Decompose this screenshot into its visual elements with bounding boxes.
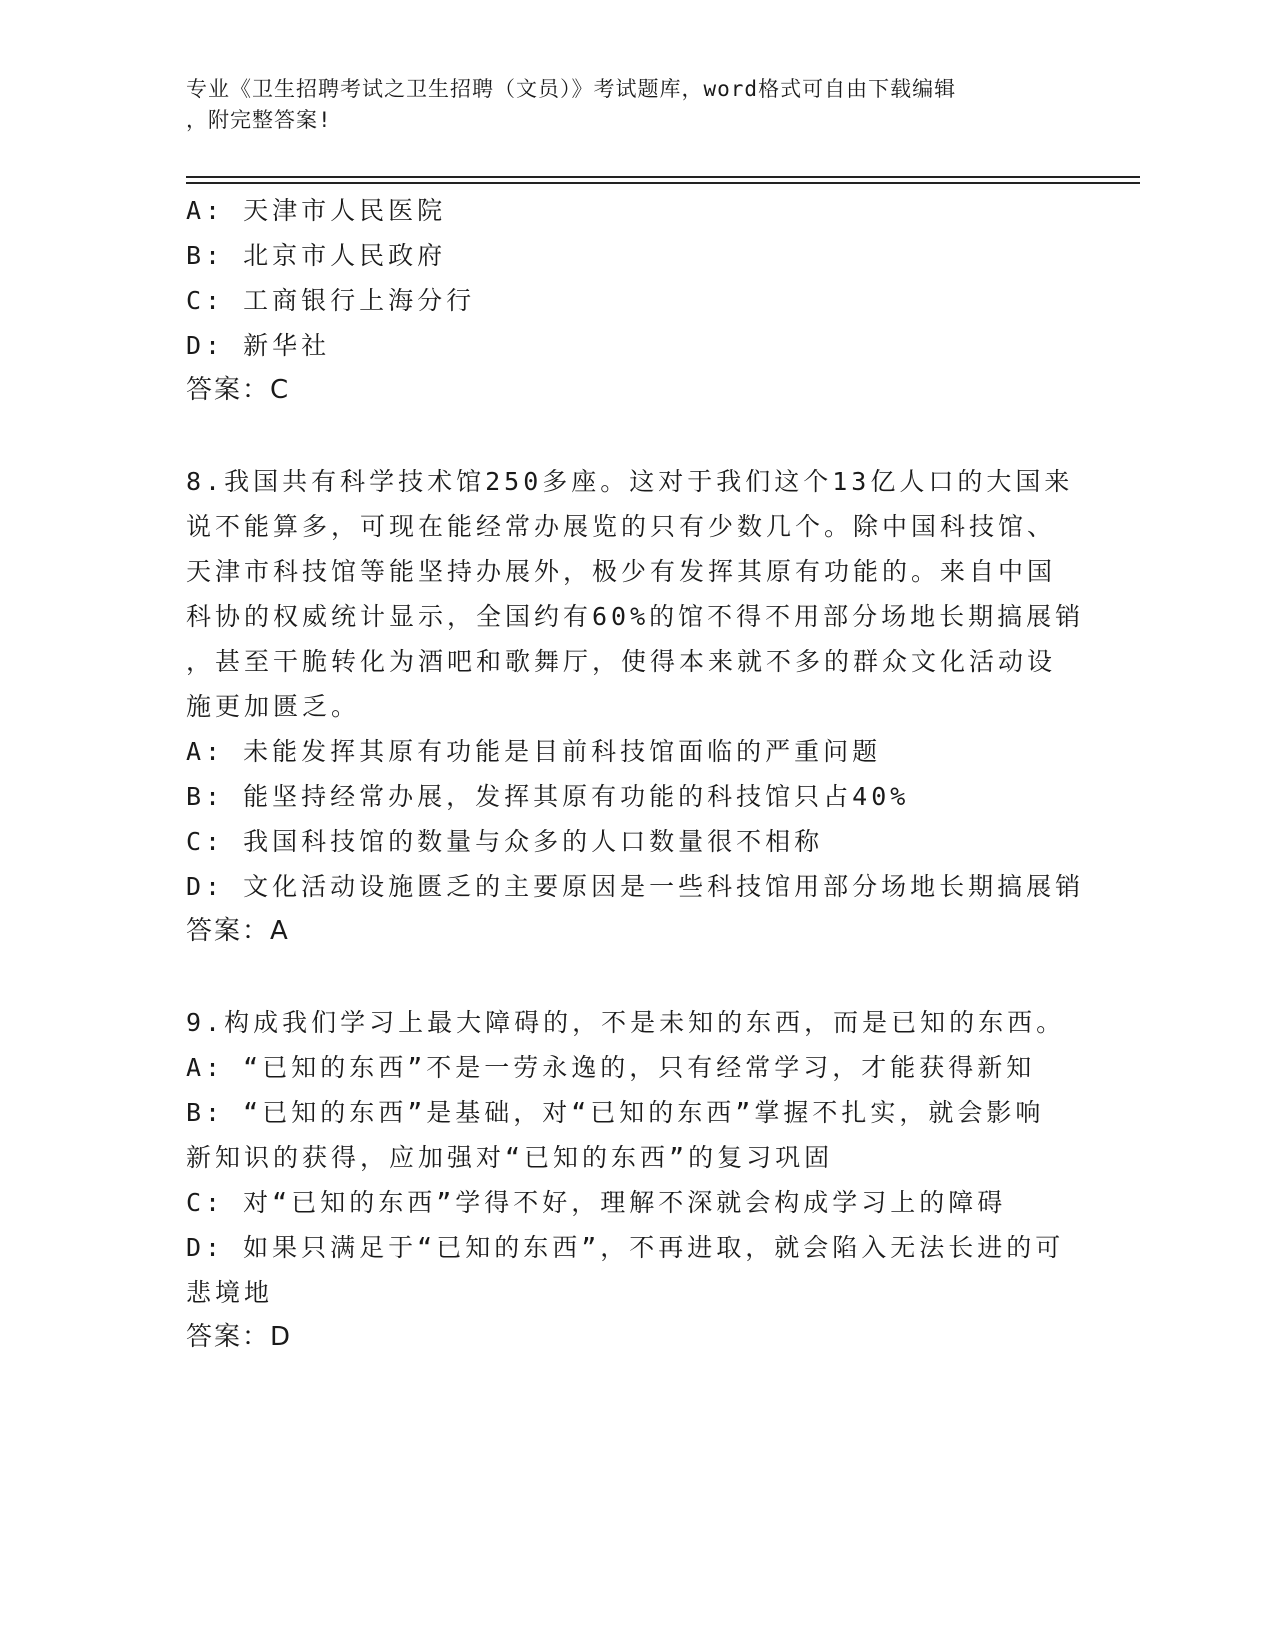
answer: 答案：C	[186, 375, 291, 405]
option-b-line: B: “已知的东西”是基础，对“已知的东西”掌握不扎实，就会影响	[186, 1098, 1045, 1127]
question-7-tail	[186, 188, 1086, 413]
question-stem: 9.构成我们学习上最大障碍的，不是未知的东西，而是已知的东西。	[186, 1008, 1066, 1037]
option-b-line: 新知识的获得，应加强对“已知的东西”的复习巩固	[186, 1143, 834, 1172]
question-stem-line: 施更加匮乏。	[186, 692, 361, 721]
option-b: B: 北京市人民政府	[186, 241, 447, 270]
header-line-1: 专业《卫生招聘考试之卫生招聘（文员）》考试题库，word格式可自由下载编辑	[186, 77, 957, 101]
option-d-line: D: 如果只满足于“已知的东西”，不再进取，就会陷入无法长进的可	[186, 1233, 1065, 1262]
option-a: A: 天津市人民医院	[186, 196, 447, 225]
header-line-2: ，附完整答案!	[186, 108, 332, 132]
header-rule-top	[186, 176, 1140, 178]
question-9	[186, 1000, 1086, 1360]
spacer	[186, 954, 1086, 1000]
question-stem-line: 8.我国共有科学技术馆250多座。这对于我们这个13亿人口的大国来	[186, 467, 1074, 496]
option-b: B: 能坚持经常办展，发挥其原有功能的科技馆只占40%	[186, 782, 910, 811]
question-stem-line: 说不能算多，可现在能经常办展览的只有少数几个。除中国科技馆、	[186, 512, 1057, 541]
question-content	[186, 188, 1086, 1360]
spacer	[186, 413, 1086, 459]
option-c: C: 对“已知的东西”学得不好，理解不深就会构成学习上的障碍	[186, 1188, 1007, 1217]
option-c: C: 我国科技馆的数量与众多的人口数量很不相称	[186, 827, 824, 856]
header-rule-bottom	[186, 182, 1140, 184]
option-a: A: “已知的东西”不是一劳永逸的，只有经常学习，才能获得新知	[186, 1053, 1036, 1082]
answer: 答案：D	[186, 1322, 293, 1352]
answer: 答案：A	[186, 916, 290, 946]
option-c: C: 工商银行上海分行	[186, 286, 476, 315]
option-d-line: 悲境地	[186, 1278, 274, 1307]
question-stem-line: ，甚至干脆转化为酒吧和歌舞厅，使得本来就不多的群众文化活动设	[186, 647, 1057, 676]
question-8	[186, 459, 1086, 954]
question-stem-line: 天津市科技馆等能坚持办展外，极少有发挥其原有功能的。来自中国	[186, 557, 1057, 586]
option-a: A: 未能发挥其原有功能是目前科技馆面临的严重问题	[186, 737, 882, 766]
question-stem-line: 科协的权威统计显示，全国约有60%的馆不得不用部分场地长期搞展销	[186, 602, 1085, 631]
option-d: D: 新华社	[186, 331, 331, 360]
document-header	[186, 74, 1066, 136]
option-d: D: 文化活动设施匮乏的主要原因是一些科技馆用部分场地长期搞展销	[186, 872, 1085, 901]
